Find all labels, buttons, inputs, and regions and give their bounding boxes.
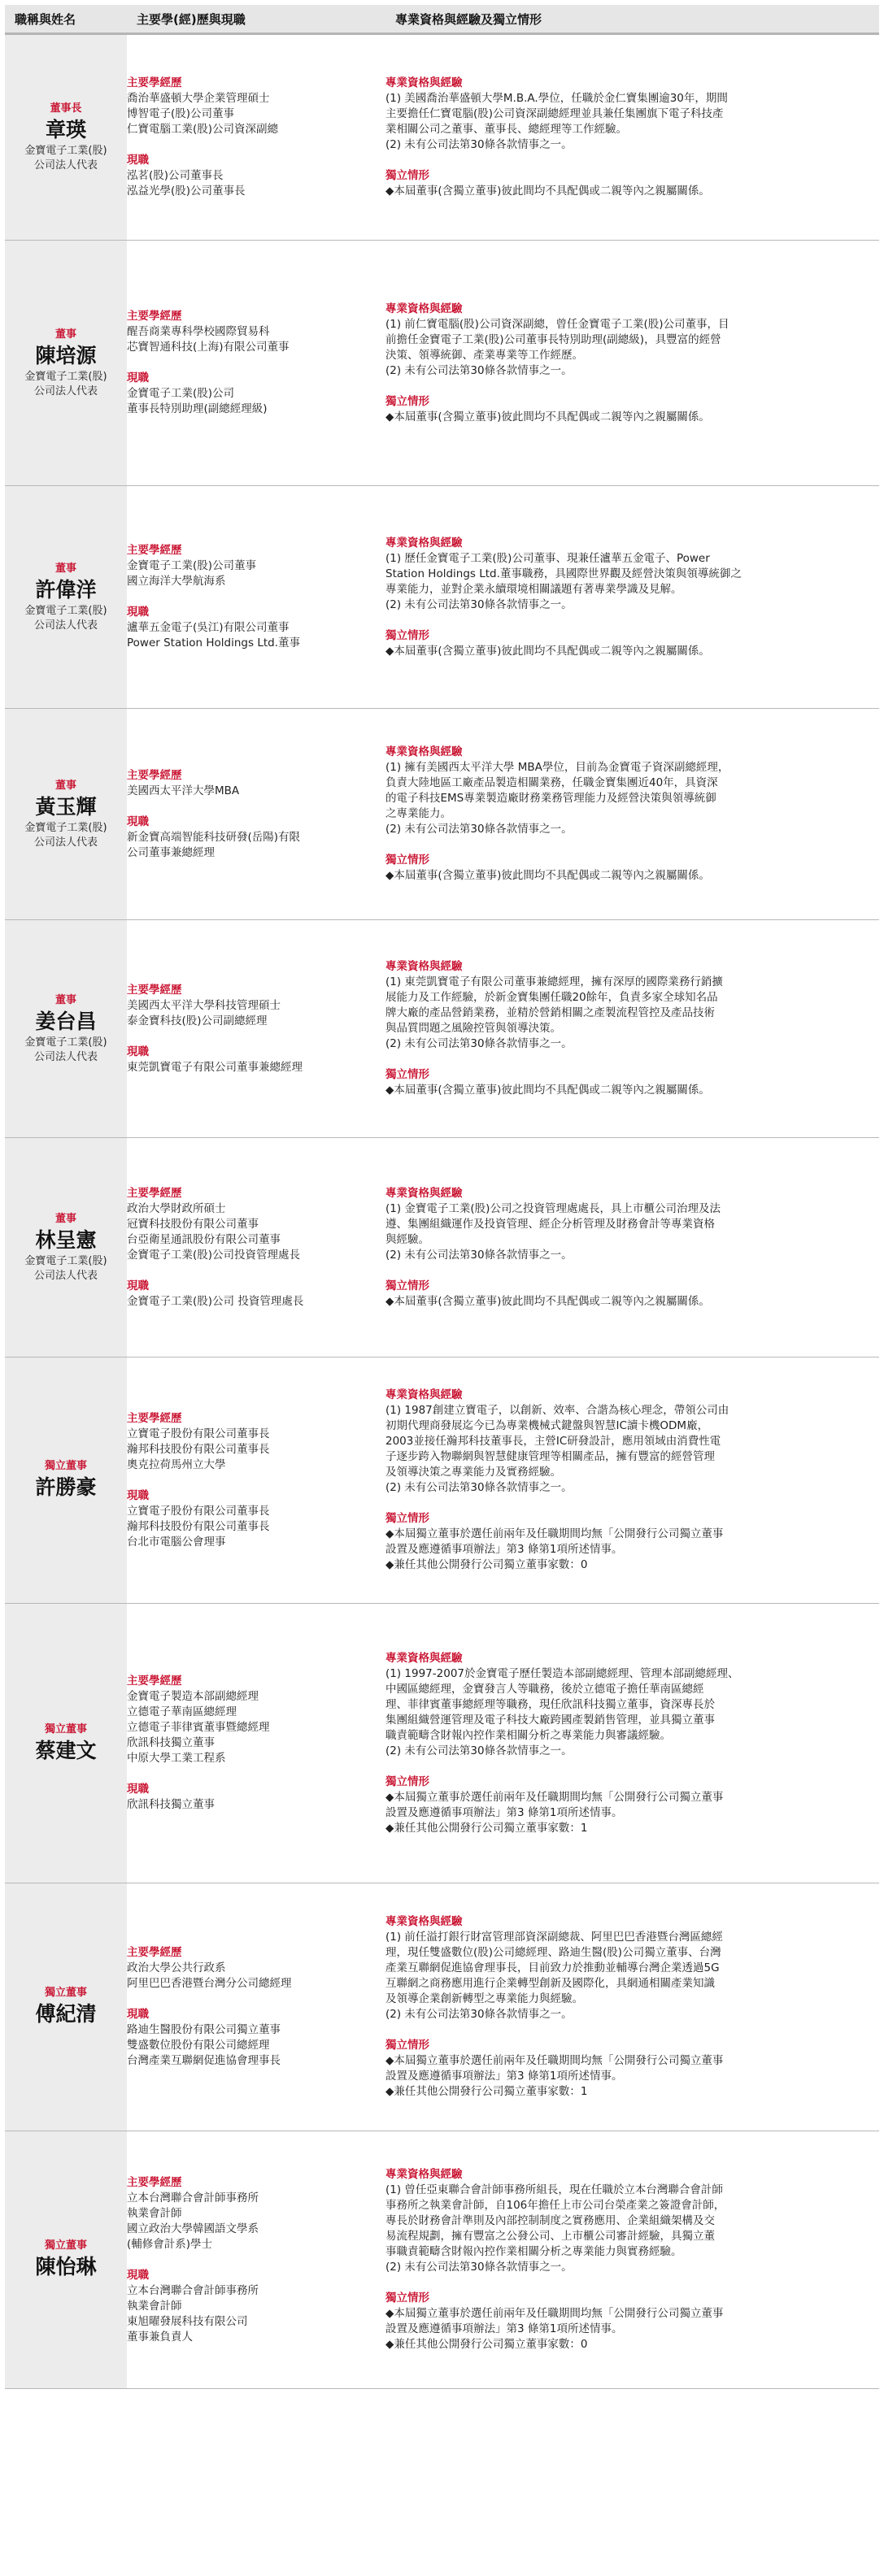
education-heading: 主要學經歷	[127, 1186, 182, 1200]
independence-heading: 獨立情形	[385, 1068, 429, 1081]
spacer	[385, 1052, 868, 1067]
qualification-line: 專業能力，並對企業永續環境相關議題有著專業學識及見解。	[385, 582, 682, 596]
current-position-line: 路迪生醫股份有限公司獨立董事	[127, 2023, 281, 2036]
education-line: 金寶電子工業(股)公司董事	[127, 559, 257, 572]
experience-cell	[127, 1604, 385, 1883]
qualification-line: 事務所之執業會計師，自106年擔任上市公司台榮產業之簽證會計師，	[385, 2199, 725, 2212]
education-line: 美國西太平洋大學科技管理碩士	[127, 998, 281, 1012]
experience-cell	[127, 1138, 385, 1358]
education-line: 阿里巴巴香港暨台灣分公司總經理	[127, 1977, 292, 1990]
experience-cell	[127, 1883, 385, 2131]
director-name-cell	[5, 1604, 127, 1883]
qualification-line: 中國區總經理，金寶發言人等職務，後於立德電子擔任華南區總經	[385, 1682, 704, 1696]
director-name-cell	[5, 1358, 127, 1604]
current-position-heading: 現職	[127, 1488, 149, 1502]
qualification-line: (2) 未有公司法第30條各款情事之一。	[385, 138, 573, 151]
header-experience: 主要學(經)歷與現職	[127, 5, 385, 34]
header-title-name: 職稱與姓名	[5, 5, 127, 34]
qualification-cell	[385, 486, 879, 709]
table-row	[5, 920, 879, 1138]
education-line: 國立政治大學韓國語文學系	[127, 2222, 259, 2235]
table-row	[5, 1604, 879, 1883]
spacer	[127, 137, 385, 153]
independence-line: ◆兼任其他公開發行公司獨立董事家數：1	[385, 2085, 588, 2098]
spacer	[385, 837, 868, 853]
education-heading: 主要學經歷	[127, 1946, 182, 1959]
current-position-line: 金寶電子工業(股)公司	[127, 387, 235, 400]
qualification-line: (2) 未有公司法第30條各款情事之一。	[385, 823, 573, 836]
representative-label: 公司法人代表	[33, 384, 98, 397]
current-position-line: 瀘華五金電子(吳江)有限公司董事	[127, 621, 290, 634]
current-position-line: 泓茗(股)公司董事長	[127, 169, 224, 182]
table-row	[5, 1358, 879, 1604]
current-position-heading: 現職	[127, 2268, 149, 2282]
qualification-line: 理、菲律賓董事總經理等職務，現任欣訊科技獨立董事，資深專長於	[385, 1697, 715, 1711]
experience-cell	[127, 1358, 385, 1604]
spacer	[127, 1263, 385, 1279]
qualification-line: (1) 前仁寶電腦(股)公司資深副總，曾任金寶電子工業(股)公司董事，目	[385, 317, 729, 331]
education-heading: 主要學經歷	[127, 544, 182, 557]
current-position-heading: 現職	[127, 1045, 149, 1058]
qualification-line: (2) 未有公司法第30條各款情事之一。	[385, 1481, 573, 1494]
independence-line: ◆本屆董事(含獨立董事)彼此間均不具配偶或二親等內之親屬關係。	[385, 1294, 710, 1308]
qualification-line: 集團組織營運管理及電子科技大廠跨國產製銷售管理，並具獨立董事	[385, 1713, 715, 1727]
qualification-heading: 專業資格與經驗	[385, 302, 463, 315]
qualification-line: (2) 未有公司法第30條各款情事之一。	[385, 1248, 573, 1262]
independence-line: 設置及應遵循事項辦法」第3 條第1項所述情事。	[385, 1543, 623, 1556]
qualification-line: 業相關公司之董事、董事長、總經理等工作經驗。	[385, 123, 627, 136]
current-position-line: 公司董事兼總經理	[127, 845, 215, 859]
director-name: 傅紀清	[35, 2002, 97, 2026]
independence-line: ◆本屆董事(含獨立董事)彼此間均不具配偶或二親等內之親屬關係。	[385, 185, 710, 198]
qualification-line: 主要擔任仁寶電腦(股)公司資深副總經理並具兼任集團旗下電子科技產	[385, 107, 724, 120]
spacer	[385, 379, 868, 394]
independence-line: ◆本屆董事(含獨立董事)彼此間均不具配偶或二親等內之親屬關係。	[385, 1084, 710, 1097]
qualification-line: (2) 未有公司法第30條各款情事之一。	[385, 597, 573, 611]
qualification-cell	[385, 1358, 879, 1604]
qualification-line: 產業互聯網促進協會理事長，目前致力於推動並輔導台灣企業透過5G	[385, 1961, 720, 1974]
director-name-cell	[5, 2131, 127, 2389]
qualification-line: (2) 未有公司法第30條各款情事之一。	[385, 2008, 573, 2021]
qualification-heading: 專業資格與經驗	[385, 536, 463, 550]
independence-line: ◆本屆獨立董事於選任前兩年及任職期間均無「公開發行公司獨立董事	[385, 2307, 724, 2320]
representative-company: 金寶電子工業(股)	[24, 1036, 107, 1049]
education-line: 奧克拉荷馬州立大學	[127, 1457, 226, 1471]
current-position-line: 新金寶高端智能科技研發(岳陽)有限	[127, 830, 301, 844]
spacer	[127, 589, 385, 605]
qualification-line: 初期代理商發展迄今已為專業機械式鍵盤與智慧IC讀卡機ODM廠，	[385, 1419, 709, 1432]
education-line: 美國西太平洋大學MBA	[127, 784, 240, 797]
independence-heading: 獨立情形	[385, 2291, 429, 2304]
experience-cell	[127, 2131, 385, 2389]
director-name: 蔡建文	[35, 1738, 97, 1762]
education-line: 立本台灣聯合會計師事務所	[127, 2191, 259, 2205]
qualification-line: 及領導決策之專業能力及實務經驗。	[385, 1466, 561, 1479]
qualification-heading: 專業資格與經驗	[385, 1186, 463, 1200]
table-row	[5, 2131, 879, 2389]
independence-heading: 獨立情形	[385, 628, 429, 642]
current-position-line: 執業會計師	[127, 2299, 182, 2313]
education-heading: 主要學經歷	[127, 1675, 182, 1688]
education-line: 瀚邦科技股份有限公司董事長	[127, 1442, 270, 1456]
director-name-cell	[5, 1138, 127, 1358]
independence-line: ◆兼任其他公開發行公司獨立董事家數：0	[385, 1558, 588, 1571]
header-qualification: 專業資格與經驗及獨立情形	[385, 5, 879, 34]
qualification-line: (1) 1987創建立寶電子，以創新、效率、合諧為核心理念，帶領公司由	[385, 1404, 729, 1417]
education-line: 國立海洋大學航海系	[127, 575, 226, 588]
qualification-heading: 專業資格與經驗	[385, 960, 463, 973]
education-line: 欣訊科技獨立董事	[127, 1736, 215, 1749]
qualification-cell	[385, 709, 879, 920]
qualification-line: 易流程規劃，擁有豐富之公發公司、上市櫃公司審計經驗，具獨立董	[385, 2230, 715, 2243]
independence-line: 設置及應遵循事項辦法」第3 條第1項所述情事。	[385, 1805, 623, 1819]
director-name: 陳培源	[35, 343, 97, 367]
representative-company: 金寶電子工業(股)	[24, 145, 107, 157]
spacer	[127, 2252, 385, 2268]
education-line: 喬治華盛頓大學企業管理碩士	[127, 92, 270, 105]
current-position-line: 董事長特別助理(副總經理級)	[127, 402, 268, 415]
current-position-line: 泓益光學(股)公司董事長	[127, 185, 246, 198]
qualification-line: (1) 擁有美國西太平洋大學 MBA學位，目前為金寶電子資深副總經理，	[385, 761, 729, 774]
current-position-line: 金寶電子工業(股)公司 投資管理處長	[127, 1294, 304, 1308]
education-line: 金寶電子製造本部副總經理	[127, 1690, 259, 1703]
spacer	[127, 1766, 385, 1782]
education-heading: 主要學經歷	[127, 983, 182, 997]
representative-company: 金寶電子工業(股)	[24, 1254, 107, 1267]
education-line: 芯寶智通科技(上海)有限公司董事	[127, 341, 290, 354]
current-position-line: 台北市電腦公會理事	[127, 1535, 226, 1549]
spacer	[385, 1263, 868, 1279]
table-row	[5, 1138, 879, 1358]
qualification-line: 與品質問題之風險控管與領導決策。	[385, 1022, 561, 1035]
independence-heading: 獨立情形	[385, 2039, 429, 2052]
current-position-heading: 現職	[127, 2008, 149, 2021]
independence-line: ◆本屆獨立董事於選任前兩年及任職期間均無「公開發行公司獨立董事	[385, 2054, 724, 2067]
qualification-cell	[385, 1883, 879, 2131]
education-line: 冠寶科技股份有限公司董事	[127, 1217, 259, 1231]
qualification-line: (1) 東莞凱寶電子有限公司董事兼總經理，擁有深厚的國際業務行銷擴	[385, 975, 723, 988]
independence-line: ◆本屆獨立董事於選任前兩年及任職期間均無「公開發行公司獨立董事	[385, 1527, 724, 1540]
table-header-row	[5, 5, 879, 34]
qualification-cell	[385, 34, 879, 241]
spacer	[385, 1759, 868, 1775]
education-line: 金寶電子工業(股)公司投資管理處長	[127, 1248, 301, 1262]
representative-label: 公司法人代表	[33, 1050, 98, 1063]
qualification-cell	[385, 920, 879, 1138]
representative-company: 金寶電子工業(股)	[24, 821, 107, 834]
table-row	[5, 709, 879, 920]
current-position-line: 台灣產業互聯網促進協會理事長	[127, 2054, 281, 2067]
education-line: 政治大學財政所碩士	[127, 1201, 226, 1215]
independence-line: ◆本屆董事(含獨立董事)彼此間均不具配偶或二親等內之親屬關係。	[385, 410, 710, 424]
education-line: 台亞衛星通訊股份有限公司董事	[127, 1232, 281, 1246]
director-name-cell	[5, 920, 127, 1138]
qualification-line: 與經驗。	[385, 1232, 429, 1246]
experience-cell	[127, 920, 385, 1138]
current-position-heading: 現職	[127, 815, 149, 828]
director-role: 董事	[54, 328, 76, 341]
independence-line: 設置及應遵循事項辦法」第3 條第1項所述情事。	[385, 2322, 623, 2335]
representative-label: 公司法人代表	[33, 836, 98, 849]
independence-line: ◆兼任其他公開發行公司獨立董事家數：1	[385, 1821, 588, 1835]
director-name-cell	[5, 486, 127, 709]
qualification-line: 決策、領導統御、產業專業等工作經歷。	[385, 348, 583, 362]
spacer	[127, 1473, 385, 1488]
education-line: 泰金寶科技(股)公司副總經理	[127, 1014, 268, 1027]
education-line: 醒吾商業專科學校國際貿易科	[127, 325, 270, 338]
independence-heading: 獨立情形	[385, 394, 429, 408]
representative-label: 公司法人代表	[33, 1269, 98, 1282]
qualification-heading: 專業資格與經驗	[385, 1651, 463, 1665]
qualification-heading: 專業資格與經驗	[385, 2168, 463, 2181]
independence-line: 設置及應遵循事項辦法」第3 條第1項所述情事。	[385, 2070, 623, 2083]
independence-line: ◆本屆董事(含獨立董事)彼此間均不具配偶或二親等內之親屬關係。	[385, 869, 710, 882]
qualification-line: (1) 金寶電子工業(股)公司之投資管理處處長，具上市櫃公司治理及法	[385, 1201, 721, 1215]
qualification-line: 理，現任雙盛數位(股)公司總經理、路迪生醫(股)公司獨立董事、台灣	[385, 1946, 721, 1959]
representative-company: 金寶電子工業(股)	[24, 604, 107, 617]
independence-line: ◆本屆獨立董事於選任前兩年及任職期間均無「公開發行公司獨立董事	[385, 1790, 724, 1804]
current-position-line: 東旭曜發展科技有限公司	[127, 2314, 248, 2328]
current-position-line: 瀚邦科技股份有限公司董事長	[127, 1519, 270, 1533]
qualification-line: 的電子科技EMS專業製造廠財務業務管理能力及經營決策與領導統御	[385, 792, 716, 805]
qualification-heading: 專業資格與經驗	[385, 76, 463, 89]
qualification-line: (2) 未有公司法第30條各款情事之一。	[385, 363, 573, 377]
experience-cell	[127, 486, 385, 709]
qualification-line: 職責範疇含財報內控作業相關分析之專業能力與審議經驗。	[385, 1728, 671, 1742]
experience-cell	[127, 241, 385, 486]
qualification-line: 專長於財務會計準則及內部控制制度之實務應用、企業組織架構及交	[385, 2214, 715, 2227]
independence-heading: 獨立情形	[385, 1512, 429, 1525]
independence-heading: 獨立情形	[385, 1775, 429, 1788]
spacer	[385, 2022, 868, 2038]
independence-heading: 獨立情形	[385, 1279, 429, 1292]
qualification-line: (1) 美國喬治華盛頓大學M.B.A.學位，任職於金仁寶集團逾30年，期間	[385, 92, 728, 105]
director-name-cell	[5, 241, 127, 486]
qualification-heading: 專業資格與經驗	[385, 1915, 463, 1928]
director-name: 林呈憲	[35, 1227, 97, 1252]
director-role: 董事	[54, 993, 76, 1006]
education-line: 中原大學工業工程系	[127, 1752, 226, 1765]
current-position-line: 立寶電子股份有限公司董事長	[127, 1504, 270, 1518]
director-role: 獨立董事	[44, 1987, 87, 1999]
director-name: 黃玉輝	[35, 794, 97, 819]
spacer	[127, 355, 385, 371]
director-name-cell	[5, 34, 127, 241]
education-heading: 主要學經歷	[127, 1411, 182, 1425]
education-line: 立寶電子股份有限公司董事長	[127, 1427, 270, 1440]
experience-cell	[127, 34, 385, 241]
table-row	[5, 241, 879, 486]
qualification-line: 展能力及工作經驗，於新金寶集團任職20餘年，負責多家全球知名品	[385, 991, 718, 1004]
qualification-line: (2) 未有公司法第30條各款情事之一。	[385, 1744, 573, 1757]
qualification-heading: 專業資格與經驗	[385, 1388, 463, 1401]
current-position-line: 欣訊科技獨立董事	[127, 1798, 215, 1811]
qualification-line: 及領導企業創新轉型之專業能力與經驗。	[385, 1992, 583, 2005]
qualification-cell	[385, 1604, 879, 1883]
independence-line: ◆本屆董事(含獨立董事)彼此間均不具配偶或二親等內之親屬關係。	[385, 644, 710, 658]
director-name: 許偉洋	[35, 577, 97, 602]
director-name-cell	[5, 1883, 127, 2131]
education-heading: 主要學經歷	[127, 768, 182, 782]
current-position-line: 董事兼負責人	[127, 2330, 193, 2344]
education-line: 立德電子華南區總經理	[127, 1705, 237, 1718]
director-role: 獨立董事	[44, 2239, 87, 2252]
director-role: 董事	[54, 562, 76, 575]
current-position-heading: 現職	[127, 154, 149, 167]
education-heading: 主要學經歷	[127, 2175, 182, 2189]
qualification-line: 前擔任金寶電子工業(股)公司董事長特別助理(副總級)，具豐富的經營	[385, 332, 721, 346]
independence-line: ◆兼任其他公開發行公司獨立董事家數：0	[385, 2338, 588, 2351]
spacer	[385, 153, 868, 168]
current-position-heading: 現職	[127, 1279, 149, 1292]
qualification-line: (2) 未有公司法第30條各款情事之一。	[385, 2261, 573, 2274]
qualification-line: 子逐步跨入物聯網與智慧健康管理等相關產品，擁有豐富的經營管理	[385, 1450, 715, 1463]
education-line: 立德電子菲律賓董事暨總經理	[127, 1721, 270, 1734]
current-position-heading: 現職	[127, 1783, 149, 1796]
qualification-line: 事職責範疇含財報內控作業相關分析之專業能力與實務經驗。	[385, 2245, 682, 2258]
qualification-line: (2) 未有公司法第30條各款情事之一。	[385, 1037, 573, 1050]
current-position-heading: 現職	[127, 606, 149, 619]
spacer	[127, 1992, 385, 2007]
qualification-line: 互聯網之商務應用進行企業轉型創新及國際化，具網通相關產業知識	[385, 1977, 715, 1990]
education-line: 執業會計師	[127, 2206, 182, 2220]
qualification-line: 2003並接任瀚邦科技董事長，主營IC研發設計，應用領域由消費性電	[385, 1435, 721, 1448]
table-row	[5, 34, 879, 241]
director-role: 獨立董事	[44, 1460, 87, 1472]
independence-heading: 獨立情形	[385, 169, 429, 182]
qualification-line: (1) 前任溢打銀行財富管理部資深副總裁、阿里巴巴香港暨台灣區總經	[385, 1931, 723, 1944]
experience-cell	[127, 709, 385, 920]
spacer	[127, 799, 385, 815]
qualification-cell	[385, 2131, 879, 2389]
spacer	[385, 1496, 868, 1511]
qualification-line: (1) 曾任亞東聯合會計師事務所組長，現在任職於立本台灣聯合會計師	[385, 2183, 723, 2196]
qualification-line: (1) 歷任金寶電子工業(股)公司董事、現兼任瀘華五金電子、Power	[385, 551, 710, 565]
representative-label: 公司法人代表	[33, 619, 98, 632]
education-heading: 主要學經歷	[127, 76, 182, 89]
qualification-cell	[385, 1138, 879, 1358]
representative-company: 金寶電子工業(股)	[24, 370, 107, 383]
education-line: (輔修會計系)學士	[127, 2237, 213, 2251]
representative-label: 公司法人代表	[33, 159, 98, 172]
spacer	[385, 613, 868, 628]
table-row	[5, 1883, 879, 2131]
director-role: 董事長	[50, 102, 82, 115]
qualification-line: (1) 1997-2007於金寶電子歷任製造本部副總經理、管理本部副總經理、	[385, 1666, 739, 1680]
spacer	[127, 1029, 385, 1045]
qualification-cell	[385, 241, 879, 486]
director-name: 陳怡琳	[35, 2255, 97, 2278]
director-role: 獨立董事	[44, 1722, 87, 1735]
education-heading: 主要學經歷	[127, 310, 182, 323]
education-line: 政治大學公共行政系	[127, 1961, 226, 1974]
director-name: 姜台昌	[35, 1009, 97, 1033]
qualification-heading: 專業資格與經驗	[385, 745, 463, 758]
current-position-heading: 現職	[127, 371, 149, 384]
qualification-line: 牌大廠的產品營銷業務，並精於營銷相關之產製流程管控及產品技術	[385, 1006, 715, 1019]
current-position-line: Power Station Holdings Ltd.董事	[127, 636, 301, 649]
qualification-line: 之專業能力。	[385, 807, 451, 820]
table-row	[5, 486, 879, 709]
director-role: 董事	[54, 1212, 76, 1225]
education-line: 仁寶電腦工業(股)公司資深副總	[127, 123, 279, 136]
independence-heading: 獨立情形	[385, 854, 429, 867]
current-position-line: 東莞凱寶電子有限公司董事兼總經理	[127, 1060, 303, 1074]
director-name-cell	[5, 709, 127, 920]
education-line: 博智電子(股)公司董事	[127, 107, 235, 120]
spacer	[385, 2275, 868, 2291]
qualification-line: 負責大陸地區工廠產品製造相關業務，任職金寶集團近40年，具資深	[385, 776, 718, 789]
director-role: 董事	[54, 779, 76, 792]
qualification-line: 遵、集團組織運作及投資管理、經企分析管理及財務會計等專業資格	[385, 1217, 715, 1231]
current-position-line: 雙盛數位股份有限公司總經理	[127, 2039, 270, 2052]
current-position-line: 立本台灣聯合會計師事務所	[127, 2283, 259, 2297]
board-directors-table	[5, 5, 879, 2389]
qualification-line: Station Holdings Ltd.董事職務，具國際世界觀及經營決策與領導統御之	[385, 567, 742, 580]
director-name: 章瑛	[45, 118, 86, 141]
director-name: 許勝豪	[35, 1475, 97, 1499]
